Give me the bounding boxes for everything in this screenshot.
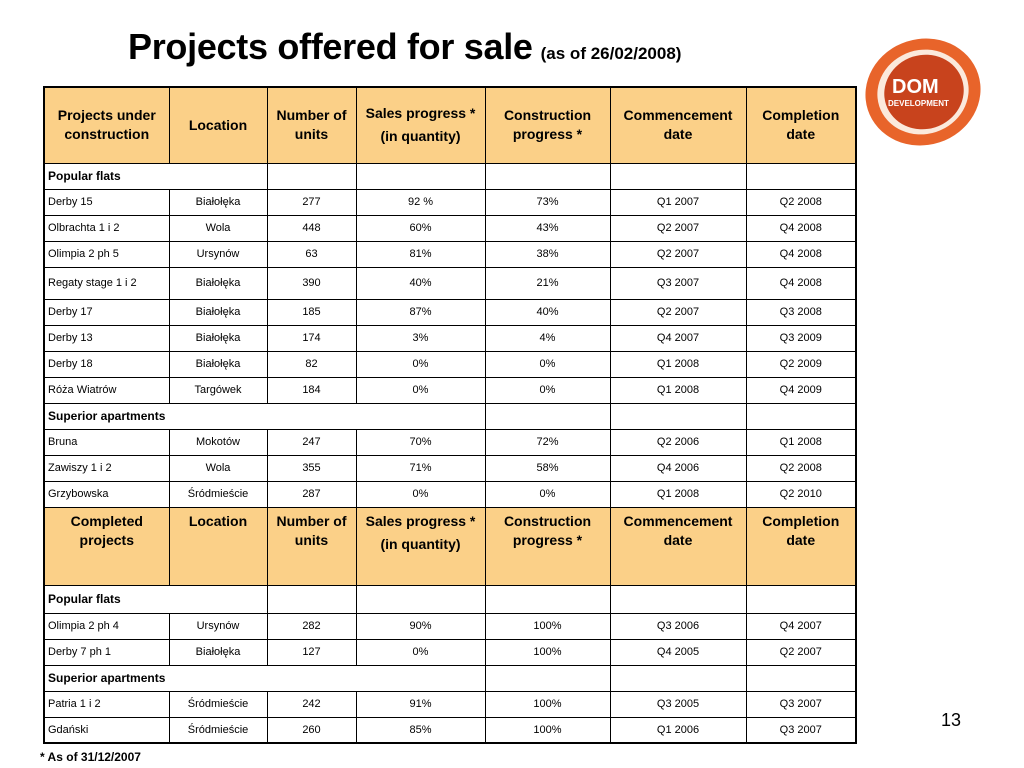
cell-commencement-date: Q2 2006 [610,429,746,455]
title-main: Projects offered for sale [128,26,533,67]
cell-units: 82 [267,351,356,377]
cell-units: 277 [267,189,356,215]
table-row [44,325,856,351]
cell-units: 390 [267,267,356,299]
cell-construction-progress: 100% [485,613,610,639]
header-completion-date: Completion date [746,507,856,585]
cell-commencement-date: Q3 2005 [610,691,746,717]
cell-construction-progress: 73% [485,189,610,215]
dom-development-logo [858,30,988,152]
cell-construction-progress: 4% [485,325,610,351]
cell-commencement-date: Q4 2007 [610,325,746,351]
cell-construction-progress: 100% [485,691,610,717]
cell-sales-progress: 40% [356,267,485,299]
cell-location: Białołęka [169,299,267,325]
header-in-quantity: (in quantity) [380,128,461,145]
cell-units: 247 [267,429,356,455]
cell-completion-date: Q4 2008 [746,241,856,267]
cell-commencement-date: Q1 2008 [610,377,746,403]
cell-units: 242 [267,691,356,717]
cell-project-name: Derby 13 [44,325,169,351]
cell-location: Śródmieście [169,717,267,743]
cell-completion-date: Q2 2009 [746,351,856,377]
header-construction-progress: Construction progress * [485,507,610,585]
cell-units: 184 [267,377,356,403]
section-row [44,665,856,691]
table-row [44,189,856,215]
cell-sales-progress: 70% [356,429,485,455]
cell-project-name: Olimpia 2 ph 5 [44,241,169,267]
logo-development-text: DEVELOPMENT [888,99,949,108]
cell-completion-date: Q3 2009 [746,325,856,351]
header-sales-progress [356,507,485,585]
cell-commencement-date: Q3 2007 [610,267,746,299]
cell-sales-progress: 0% [356,377,485,403]
header-commencement-date: Commencement date [610,87,746,163]
header-sales-progress-label: Sales progress * [365,512,476,529]
cell-commencement-date: Q2 2007 [610,215,746,241]
cell-commencement-date: Q2 2007 [610,241,746,267]
header-number-of-units: Number of units [267,87,356,163]
header-commencement-date: Commencement date [610,507,746,585]
cell-project-name: Gdański [44,717,169,743]
section-row-popular-flats [44,163,856,189]
table-row [44,429,856,455]
cell-completion-date: Q1 2008 [746,429,856,455]
cell-location: Białołęka [169,325,267,351]
section-label: Popular flats [44,585,267,613]
page-title [128,26,681,68]
header-number-of-units: Number of units [267,507,356,585]
cell-units: 260 [267,717,356,743]
table-row [44,639,856,665]
cell-completion-date: Q4 2008 [746,267,856,299]
cell-project-name: Róża Wiatrów [44,377,169,403]
cell-project-name: Grzybowska [44,481,169,507]
cell-commencement-date: Q4 2005 [610,639,746,665]
header-in-quantity: (in quantity) [380,535,461,552]
cell-construction-progress: 21% [485,267,610,299]
cell-project-name: Zawiszy 1 i 2 [44,455,169,481]
cell-sales-progress: 0% [356,351,485,377]
cell-location: Wola [169,455,267,481]
page-number: 13 [941,710,962,730]
section-label: Popular flats [44,163,267,189]
cell-commencement-date: Q3 2006 [610,613,746,639]
cell-sales-progress: 0% [356,481,485,507]
cell-units: 185 [267,299,356,325]
cell-project-name: Derby 15 [44,189,169,215]
header-location: Location [169,87,267,163]
cell-completion-date: Q2 2008 [746,189,856,215]
title-date: (as of 26/02/2008) [540,44,682,63]
section-label: Superior apartments [44,403,485,429]
projects-table [43,86,857,744]
header-sales-progress [356,87,485,163]
section-row [44,585,856,613]
header-construction-progress: Construction progress * [485,87,610,163]
cell-project-name: Regaty stage 1 i 2 [44,267,169,299]
header-completed-projects: Completed projects [44,507,169,585]
cell-construction-progress: 0% [485,481,610,507]
cell-construction-progress: 40% [485,299,610,325]
cell-project-name: Derby 18 [44,351,169,377]
cell-completion-date: Q4 2009 [746,377,856,403]
table-row [44,455,856,481]
cell-sales-progress: 85% [356,717,485,743]
table-row [44,717,856,743]
cell-location: Wola [169,215,267,241]
cell-location: Białołęka [169,351,267,377]
cell-units: 282 [267,613,356,639]
cell-construction-progress: 100% [485,717,610,743]
table-row [44,351,856,377]
cell-commencement-date: Q1 2007 [610,189,746,215]
cell-location: Śródmieście [169,481,267,507]
table-row [44,691,856,717]
cell-units: 448 [267,215,356,241]
cell-sales-progress: 81% [356,241,485,267]
header-completion-date: Completion date [746,87,856,163]
cell-sales-progress: 91% [356,691,485,717]
cell-units: 174 [267,325,356,351]
cell-commencement-date: Q1 2008 [610,351,746,377]
cell-completion-date: Q4 2007 [746,613,856,639]
under-construction-header-row [44,87,856,163]
cell-completion-date: Q3 2008 [746,299,856,325]
section-label: Superior apartments [44,665,485,691]
cell-completion-date: Q3 2007 [746,691,856,717]
cell-units: 355 [267,455,356,481]
cell-project-name: Derby 7 ph 1 [44,639,169,665]
cell-units: 287 [267,481,356,507]
cell-location: Białołęka [169,639,267,665]
table-row [44,377,856,403]
cell-location: Mokotów [169,429,267,455]
cell-construction-progress: 0% [485,351,610,377]
cell-sales-progress: 0% [356,639,485,665]
footnote: * As of 31/12/2007 [40,750,141,764]
cell-construction-progress: 72% [485,429,610,455]
cell-sales-progress: 92 % [356,189,485,215]
cell-units: 127 [267,639,356,665]
cell-project-name: Olimpia 2 ph 4 [44,613,169,639]
cell-construction-progress: 100% [485,639,610,665]
table-row [44,299,856,325]
header-projects-under-construction: Projects under construction [44,87,169,163]
cell-commencement-date: Q1 2006 [610,717,746,743]
cell-project-name: Olbrachta 1 i 2 [44,215,169,241]
cell-completion-date: Q3 2007 [746,717,856,743]
cell-sales-progress: 90% [356,613,485,639]
cell-completion-date: Q2 2008 [746,455,856,481]
cell-project-name: Bruna [44,429,169,455]
cell-construction-progress: 38% [485,241,610,267]
cell-location: Ursynów [169,613,267,639]
cell-completion-date: Q4 2008 [746,215,856,241]
cell-location: Targówek [169,377,267,403]
cell-location: Białołęka [169,267,267,299]
cell-construction-progress: 0% [485,377,610,403]
completed-header-row [44,507,856,585]
header-sales-progress-label: Sales progress * [365,105,476,122]
logo-dom-text: DOM [892,76,939,98]
cell-sales-progress: 71% [356,455,485,481]
cell-sales-progress: 60% [356,215,485,241]
cell-commencement-date: Q1 2008 [610,481,746,507]
cell-completion-date: Q2 2007 [746,639,856,665]
cell-construction-progress: 58% [485,455,610,481]
cell-completion-date: Q2 2010 [746,481,856,507]
header-location: Location [169,507,267,585]
section-row [44,403,856,429]
cell-location: Ursynów [169,241,267,267]
cell-project-name: Derby 17 [44,299,169,325]
cell-sales-progress: 87% [356,299,485,325]
cell-commencement-date: Q2 2007 [610,299,746,325]
cell-location: Śródmieście [169,691,267,717]
table-row [44,267,856,299]
table-row [44,613,856,639]
cell-project-name: Patria 1 i 2 [44,691,169,717]
cell-units: 63 [267,241,356,267]
cell-construction-progress: 43% [485,215,610,241]
table-row [44,241,856,267]
cell-commencement-date: Q4 2006 [610,455,746,481]
table-row [44,481,856,507]
cell-sales-progress: 3% [356,325,485,351]
table-row [44,215,856,241]
cell-location: Białołęka [169,189,267,215]
